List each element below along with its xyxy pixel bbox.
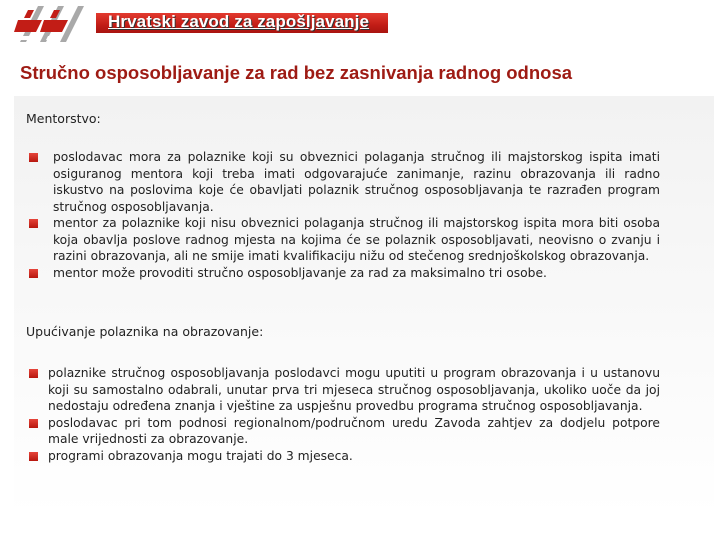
hzz-logo-icon <box>14 2 86 46</box>
bullet-text: programi obrazovanja mogu trajati do 3 mjeseca. <box>48 448 353 463</box>
bullet-text: poslodavac pri tom podnosi regionalnom/područnom uredu Zavoda zahtjev za dodjelu potpore male vrijednosti za obrazovanje. <box>48 415 660 446</box>
list-item <box>29 448 660 465</box>
organization-name: Hrvatski zavod za zapošljavanje <box>108 12 370 31</box>
bullet-marker-icon <box>29 219 38 228</box>
bullet-marker-icon <box>29 419 38 428</box>
bullet-marker-icon <box>29 369 38 378</box>
list-item <box>29 149 660 215</box>
bullet-list-upucivanje <box>29 365 660 464</box>
list-item <box>29 265 660 282</box>
bullet-text: polaznike stručnog osposobljavanja poslodavci mogu uputiti u program obrazovanja i u ustanovu koji su samostalno odabrali, unutar prva tri mjeseca stručnog osposobljavanja, ukoliko uoče da joj nedostaju određena znanja i vještine za uspješnu provedbu programa stručnog osposobljavanja. <box>48 366 660 413</box>
bullet-marker-icon <box>29 269 38 278</box>
bullet-list-mentorstvo <box>29 149 660 281</box>
list-item <box>29 415 660 448</box>
bullet-text: mentor može provoditi stručno osposobljavanje za rad za maksimalno tri osobe. <box>53 265 547 280</box>
bullet-marker-icon <box>29 452 38 461</box>
slide-title: Stručno osposobljavanje za rad bez zasnivanja radnog odnosa <box>20 62 573 83</box>
bullet-text: mentor za polaznike koji nisu obveznici polaganja stručnog ili majstorskog ispita mora biti osoba koja obavlja poslove radnog mjesta na kojima će se polaznik osposobljavati, neovisno o zvanju i razini obrazovanja, ali ne smije imati kvalifikaciju nižu od stečenog srednjoškolskog obrazovanja. <box>53 216 660 263</box>
bullet-marker-icon <box>29 153 38 162</box>
bullet-text: poslodavac mora za polaznike koji su obveznici polaganja stručnog ili majstorskog ispita imati osiguranog mentora koji treba imati odgovarajuće zanimanje, razinu obrazovanja ili radno iskustvo na poslovima koje će obavljati polaznik stručnog osposobljavanja te razrađen program stručnog osposobljavanja. <box>53 150 660 214</box>
slide-header <box>0 0 720 48</box>
list-item <box>29 365 660 415</box>
section-label-upucivanje: Upućivanje polaznika na obrazovanje: <box>26 324 264 339</box>
list-item <box>29 215 660 265</box>
section-label-mentorstvo: Mentorstvo: <box>26 111 101 126</box>
